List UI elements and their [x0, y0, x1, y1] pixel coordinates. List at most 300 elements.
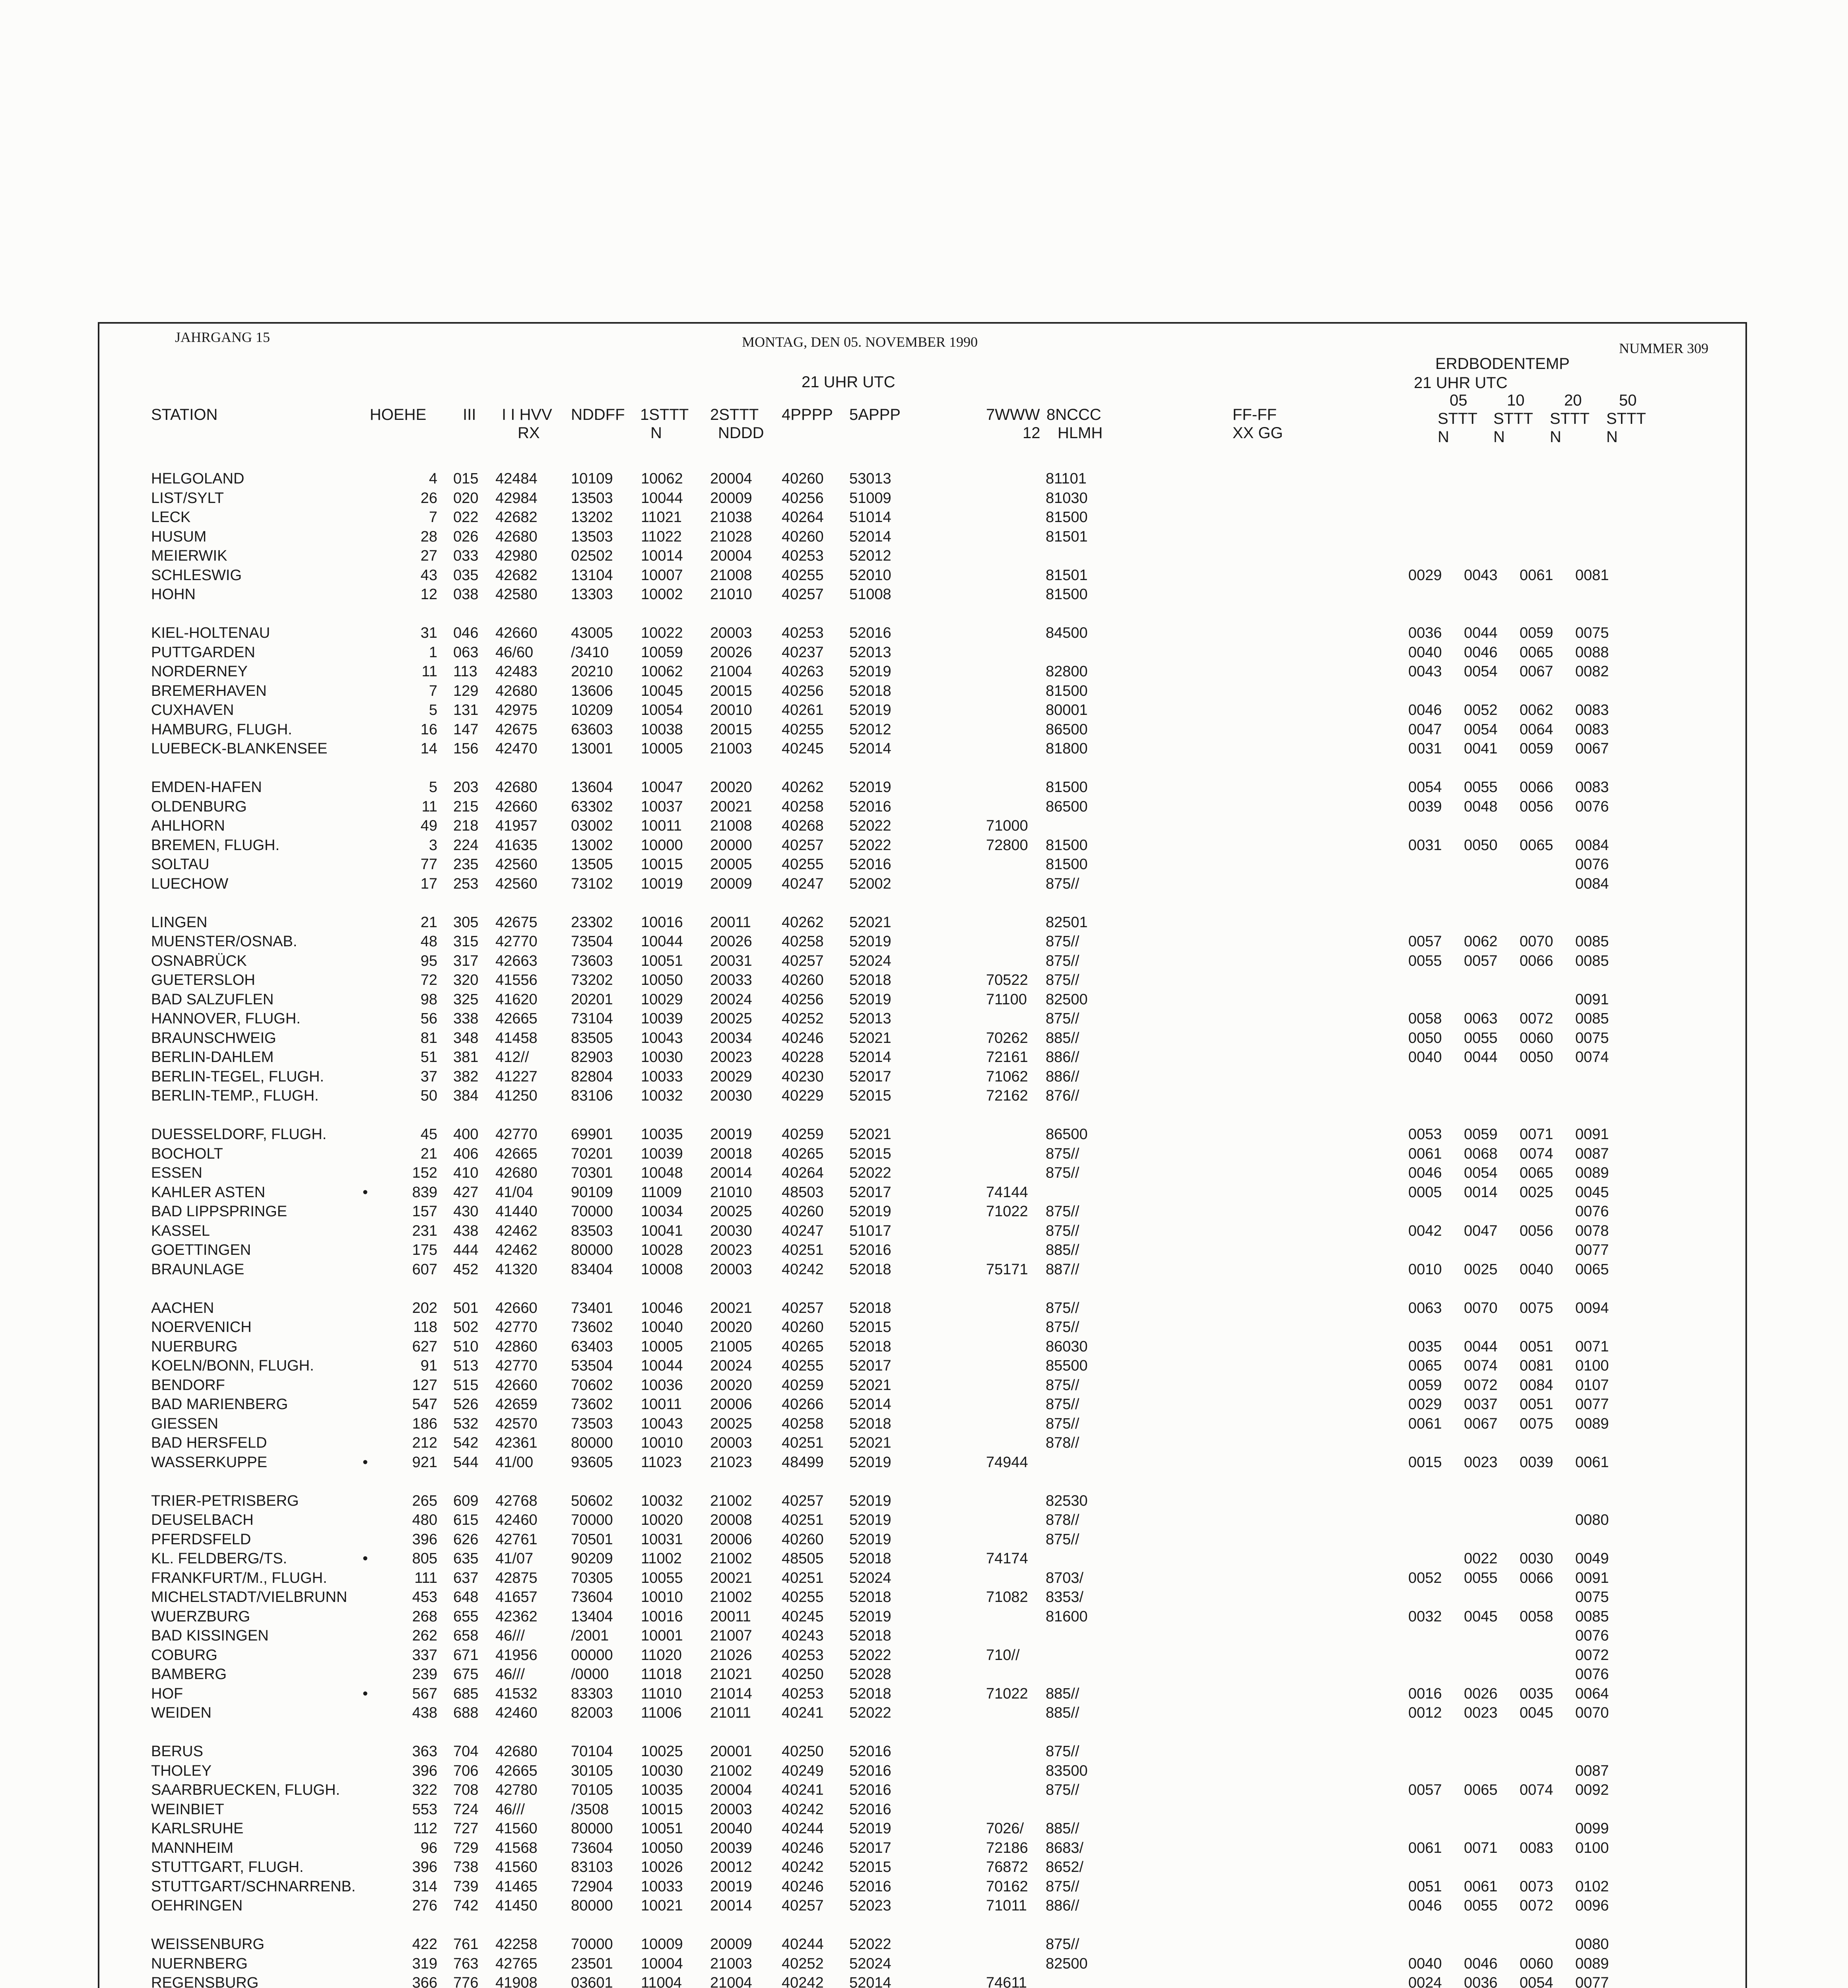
- cell: 20029: [710, 1068, 752, 1085]
- cell: 0083: [1575, 702, 1609, 718]
- cell: 52018: [849, 1261, 891, 1278]
- cell: /2001: [571, 1627, 609, 1644]
- cell: 40260: [782, 972, 824, 988]
- cell: 10014: [641, 547, 683, 564]
- cell: 10026: [641, 1859, 683, 1875]
- cell: 658: [453, 1627, 479, 1644]
- cell: 81501: [1046, 528, 1088, 545]
- cell: 885//: [1046, 1242, 1079, 1258]
- cell: 510: [453, 1338, 479, 1355]
- cell: 0066: [1520, 953, 1553, 969]
- cell: 10016: [641, 914, 683, 931]
- cell: 52019: [849, 1493, 891, 1509]
- cell: 20033: [710, 972, 752, 988]
- col-2sttt: 2STTT: [710, 406, 759, 423]
- cell: 52010: [849, 567, 891, 584]
- station-name: WEINBIET: [151, 1801, 224, 1818]
- cell: 0046: [1464, 644, 1498, 661]
- cell: 0030: [1520, 1550, 1553, 1567]
- cell: 0051: [1408, 1878, 1442, 1895]
- cell: 0052: [1408, 1570, 1442, 1586]
- cell: 71011: [986, 1897, 1027, 1914]
- cell: 10000: [641, 837, 683, 854]
- station-height: 186: [412, 1415, 437, 1432]
- cell: 86500: [1046, 1126, 1088, 1143]
- cell: 675: [453, 1666, 479, 1683]
- cell: 0081: [1520, 1357, 1553, 1374]
- cell: 10209: [571, 702, 613, 718]
- cell: 40251: [782, 1512, 824, 1528]
- cell: 876//: [1046, 1087, 1079, 1104]
- cell: 655: [453, 1608, 479, 1625]
- cell: 20020: [710, 1319, 752, 1336]
- cell: 10031: [641, 1531, 683, 1548]
- cell: 71022: [986, 1685, 1028, 1702]
- cell: 73104: [571, 1010, 613, 1027]
- cell: 10062: [641, 470, 683, 487]
- cell: 52016: [849, 1763, 891, 1779]
- cell: 46/60: [495, 644, 534, 661]
- cell: 0023: [1464, 1705, 1498, 1721]
- cell: 502: [453, 1319, 479, 1336]
- cell: 0054: [1408, 779, 1442, 796]
- cell: 776: [453, 1974, 479, 1988]
- station-height: 319: [412, 1955, 437, 1972]
- cell: 21011: [710, 1705, 751, 1721]
- cell: 70301: [571, 1165, 613, 1181]
- cell: 0044: [1464, 625, 1498, 641]
- cell: 875//: [1046, 1145, 1079, 1162]
- cell: 10038: [641, 721, 683, 738]
- station-name: HUSUM: [151, 528, 207, 545]
- station-name: LECK: [151, 509, 191, 526]
- station-height: 276: [412, 1897, 437, 1914]
- cell: 0072: [1520, 1897, 1553, 1914]
- cell: 7026/: [986, 1820, 1024, 1837]
- cell: 0072: [1520, 1010, 1553, 1027]
- table-frame: [98, 322, 1747, 1988]
- cell: 0085: [1575, 953, 1609, 969]
- cell: 0064: [1520, 721, 1553, 738]
- cell: 42460: [495, 1705, 538, 1721]
- cell: 83505: [571, 1030, 613, 1046]
- cell: 0059: [1520, 740, 1553, 757]
- cell: 21002: [710, 1763, 752, 1779]
- cell: 0025: [1464, 1261, 1498, 1278]
- cell: 41635: [495, 837, 538, 854]
- cell: 21004: [710, 1974, 752, 1988]
- cell: 8683/: [1046, 1840, 1084, 1856]
- cell: 52018: [849, 1685, 891, 1702]
- cell: 0057: [1464, 953, 1498, 969]
- cell: 40246: [782, 1840, 824, 1856]
- cell: 80000: [571, 1820, 613, 1837]
- cell: 886//: [1046, 1897, 1079, 1914]
- cell: 42780: [495, 1782, 538, 1798]
- station-height: 72: [420, 972, 437, 988]
- cell: 10020: [641, 1512, 683, 1528]
- cell: 40244: [782, 1936, 824, 1953]
- cell: 0056: [1520, 798, 1553, 815]
- col-5appp: 5APPP: [849, 406, 901, 423]
- cell: 81500: [1046, 856, 1088, 873]
- cell: 875//: [1046, 1010, 1079, 1027]
- cell: 381: [453, 1049, 479, 1066]
- cell: 0071: [1464, 1840, 1498, 1856]
- cell: 71062: [986, 1068, 1028, 1085]
- cell: 0031: [1408, 740, 1442, 757]
- cell: 0047: [1408, 721, 1442, 738]
- station-height: 202: [412, 1300, 437, 1316]
- cell: 42362: [495, 1608, 538, 1625]
- cell: 21002: [710, 1493, 752, 1509]
- cell: 46///: [495, 1801, 525, 1818]
- cell: 21005: [710, 1338, 752, 1355]
- cell: 0065: [1575, 1261, 1609, 1278]
- cell: 73604: [571, 1840, 613, 1856]
- station-height: 98: [420, 991, 437, 1008]
- cell: 0077: [1575, 1974, 1609, 1988]
- cell: 52014: [849, 528, 891, 545]
- col-4pppp: 4PPPP: [782, 406, 833, 423]
- cell: 8353/: [1046, 1589, 1084, 1606]
- cell: 0087: [1575, 1145, 1609, 1162]
- cell: 42770: [495, 1357, 538, 1374]
- station-height: 43: [420, 567, 437, 584]
- cell: 10039: [641, 1010, 683, 1027]
- cell: 52024: [849, 953, 891, 969]
- cell: 0046: [1464, 1955, 1498, 1972]
- cell: 688: [453, 1705, 479, 1721]
- cell: 40247: [782, 1223, 824, 1239]
- cell: 20020: [710, 1377, 752, 1394]
- cell: 52022: [849, 1705, 891, 1721]
- cell: 0061: [1575, 1454, 1609, 1471]
- cell: 40243: [782, 1627, 824, 1644]
- cell: 40262: [782, 914, 824, 931]
- cell: 384: [453, 1087, 479, 1104]
- col-1sttt: 1STTT: [640, 406, 689, 423]
- cell: 82804: [571, 1068, 613, 1085]
- station-height: 4: [429, 470, 437, 487]
- cell: 73602: [571, 1396, 613, 1413]
- cell: 42680: [495, 1743, 538, 1760]
- cell: 10051: [641, 953, 683, 969]
- cell: 40266: [782, 1396, 824, 1413]
- cell: 42665: [495, 1010, 538, 1027]
- cell: 70000: [571, 1512, 613, 1528]
- cell: 10062: [641, 663, 683, 680]
- cell: 20001: [710, 1743, 752, 1760]
- cell: 305: [453, 914, 479, 931]
- cell: 10005: [641, 1338, 683, 1355]
- cell: 40255: [782, 1589, 824, 1606]
- cell: 10051: [641, 1820, 683, 1837]
- cell: 11002: [641, 1550, 682, 1567]
- station-name: HAMBURG, FLUGH.: [151, 721, 292, 738]
- cell: 52019: [849, 1820, 891, 1837]
- mountain-station-marker: •: [363, 1184, 368, 1201]
- cell: 52024: [849, 1570, 891, 1586]
- station-name: MEIERWIK: [151, 547, 227, 564]
- cell: 20009: [710, 490, 752, 507]
- cell: 0059: [1520, 625, 1553, 641]
- cell: 42570: [495, 1415, 538, 1432]
- cell: 0014: [1464, 1184, 1498, 1201]
- cell: 21026: [710, 1647, 752, 1664]
- cell: 41956: [495, 1647, 538, 1664]
- cell: 0070: [1464, 1300, 1498, 1316]
- cell: 0045: [1575, 1184, 1609, 1201]
- cell: 81500: [1046, 509, 1088, 526]
- cell: 21002: [710, 1589, 752, 1606]
- cell: 40251: [782, 1242, 824, 1258]
- cell: 21023: [710, 1454, 752, 1471]
- cell: 406: [453, 1145, 479, 1162]
- cell: 40245: [782, 1608, 824, 1625]
- cell: 40256: [782, 991, 824, 1008]
- cell: 20019: [710, 1878, 752, 1895]
- cell: 40246: [782, 1878, 824, 1895]
- cell: 74944: [986, 1454, 1028, 1471]
- cell: 21010: [710, 1184, 752, 1201]
- cell: 42258: [495, 1936, 538, 1953]
- cell: 42560: [495, 876, 538, 892]
- cell: 0035: [1520, 1685, 1553, 1702]
- cell: 0091: [1575, 1570, 1609, 1586]
- cell: 40241: [782, 1705, 824, 1721]
- cell: 86500: [1046, 721, 1088, 738]
- cell: 0081: [1575, 567, 1609, 584]
- cell: 42860: [495, 1338, 538, 1355]
- cell: 52019: [849, 663, 891, 680]
- station-height: 21: [420, 914, 437, 931]
- cell: 41568: [495, 1840, 538, 1856]
- cell: 40257: [782, 1300, 824, 1316]
- cell: 42768: [495, 1493, 538, 1509]
- cell: 0042: [1408, 1223, 1442, 1239]
- cell: 40256: [782, 683, 824, 699]
- cell: 42470: [495, 740, 538, 757]
- n-1: N: [1438, 428, 1449, 446]
- cell: 40252: [782, 1955, 824, 1972]
- cell: 40253: [782, 1647, 824, 1664]
- cell: 20030: [710, 1223, 752, 1239]
- cell: 20021: [710, 1300, 752, 1316]
- station-height: 453: [412, 1589, 437, 1606]
- cell: /0000: [571, 1666, 609, 1683]
- cell: 0054: [1464, 721, 1498, 738]
- cell: 738: [453, 1859, 479, 1875]
- cell: 52021: [849, 1126, 891, 1143]
- cell: 70602: [571, 1377, 613, 1394]
- cell: 40256: [782, 490, 824, 507]
- station-name: PFERDSFELD: [151, 1531, 251, 1548]
- station-name: NUERBURG: [151, 1338, 238, 1355]
- cell: 218: [453, 817, 479, 834]
- station-height: 396: [412, 1763, 437, 1779]
- cell: 0091: [1575, 991, 1609, 1008]
- station-height: 7: [429, 683, 437, 699]
- cell: 20003: [710, 1801, 752, 1818]
- cell: 0085: [1575, 1010, 1609, 1027]
- cell: 21002: [710, 1550, 752, 1567]
- cell: 42580: [495, 586, 538, 603]
- station-name: NORDERNEY: [151, 663, 248, 680]
- cell: 10032: [641, 1087, 683, 1104]
- cell: 20015: [710, 683, 752, 699]
- cell: 52018: [849, 1589, 891, 1606]
- cell: 41560: [495, 1820, 538, 1837]
- station-name: BAMBERG: [151, 1666, 227, 1683]
- cell: 70162: [986, 1878, 1028, 1895]
- cell: 0061: [1408, 1145, 1442, 1162]
- cell: 046: [453, 625, 479, 641]
- station-height: 81: [420, 1030, 437, 1046]
- cell: 82903: [571, 1049, 613, 1066]
- station-height: 51: [420, 1049, 437, 1066]
- cell: 10037: [641, 798, 683, 815]
- cell: 13104: [571, 567, 613, 584]
- cell: 0055: [1464, 1030, 1498, 1046]
- cell: 71000: [986, 817, 1028, 834]
- cell: 40260: [782, 1319, 824, 1336]
- cell: 317: [453, 953, 479, 969]
- mountain-station-marker: •: [363, 1550, 368, 1567]
- station-name: COBURG: [151, 1647, 217, 1664]
- cell: 40251: [782, 1570, 824, 1586]
- cell: 70105: [571, 1782, 613, 1798]
- cell: 69901: [571, 1126, 613, 1143]
- cell: 41250: [495, 1087, 538, 1104]
- jahrgang-label: JAHRGANG 15: [175, 329, 270, 345]
- cell: 42663: [495, 953, 538, 969]
- cell: 0040: [1408, 644, 1442, 661]
- cell: 224: [453, 837, 479, 854]
- cell: 82003: [571, 1705, 613, 1721]
- station-name: STUTTGART/SCHNARRENB.: [151, 1878, 356, 1895]
- cell: 42761: [495, 1531, 538, 1548]
- station-name: REGENSBURG: [151, 1974, 259, 1988]
- cell: 02502: [571, 547, 613, 564]
- cell: 026: [453, 528, 479, 545]
- station-name: NUERNBERG: [151, 1955, 248, 1972]
- cell: 0049: [1575, 1550, 1609, 1567]
- station-height: 49: [420, 817, 437, 834]
- cell: 21021: [710, 1666, 752, 1683]
- cell: 90209: [571, 1550, 613, 1567]
- cell: 885//: [1046, 1030, 1079, 1046]
- station-height: 627: [412, 1338, 437, 1355]
- cell: 40250: [782, 1666, 824, 1683]
- cell: 0078: [1575, 1223, 1609, 1239]
- cell: 80000: [571, 1897, 613, 1914]
- cell: 0076: [1575, 1627, 1609, 1644]
- cell: 315: [453, 933, 479, 950]
- station-height: 21: [420, 1145, 437, 1162]
- cell: 0074: [1520, 1145, 1553, 1162]
- cell: 10004: [641, 1955, 683, 1972]
- cell: 0065: [1520, 644, 1553, 661]
- cell: 0089: [1575, 1415, 1609, 1432]
- cell: 10055: [641, 1570, 683, 1586]
- cell: 648: [453, 1589, 479, 1606]
- cell: 41/04: [495, 1184, 534, 1201]
- cell: 40257: [782, 953, 824, 969]
- col-ihvv: I I HVV: [502, 406, 552, 423]
- cell: 70305: [571, 1570, 613, 1586]
- cell: 10011: [641, 817, 682, 834]
- cell: 48505: [782, 1550, 824, 1567]
- station-name: BERUS: [151, 1743, 203, 1760]
- cell: 42665: [495, 1145, 538, 1162]
- cell: 710//: [986, 1647, 1020, 1664]
- cell: 0080: [1575, 1512, 1609, 1528]
- cell: 13001: [571, 740, 613, 757]
- cell: 444: [453, 1242, 479, 1258]
- cell: 03601: [571, 1974, 613, 1988]
- cell: 10036: [641, 1377, 683, 1394]
- station-height: 921: [412, 1454, 437, 1471]
- cell: 0075: [1520, 1300, 1553, 1316]
- cell: 52016: [849, 1801, 891, 1818]
- col-ffff: FF-FF: [1233, 406, 1277, 423]
- cell: 73503: [571, 1415, 613, 1432]
- cell: 40252: [782, 1010, 824, 1027]
- station-height: 337: [412, 1647, 437, 1664]
- cell: 20009: [710, 876, 752, 892]
- sttt-3: STTT: [1550, 410, 1590, 427]
- depth-10: 10: [1507, 392, 1525, 409]
- cell: 40255: [782, 721, 824, 738]
- station-name: CUXHAVEN: [151, 702, 234, 718]
- cell: 52018: [849, 683, 891, 699]
- cell: 10054: [641, 702, 683, 718]
- cell: 40229: [782, 1087, 824, 1104]
- cell: 0096: [1575, 1897, 1609, 1914]
- station-height: 111: [414, 1570, 437, 1586]
- cell: 0092: [1575, 1782, 1609, 1798]
- station-name: LUECHOW: [151, 876, 229, 892]
- cell: 21014: [710, 1685, 752, 1702]
- cell: 21003: [710, 1955, 752, 1972]
- cell: 410: [453, 1165, 479, 1181]
- cell: 13303: [571, 586, 613, 603]
- cell: 501: [453, 1300, 479, 1316]
- station-height: 5: [429, 702, 437, 718]
- station-name: DUESSELDORF, FLUGH.: [151, 1126, 327, 1143]
- cell: 878//: [1046, 1512, 1079, 1528]
- station-name: MUENSTER/OSNAB.: [151, 933, 297, 950]
- station-height: 96: [420, 1840, 437, 1856]
- cell: 203: [453, 779, 479, 796]
- cell: 0061: [1408, 1415, 1442, 1432]
- cell: 0100: [1575, 1840, 1609, 1856]
- cell: 83103: [571, 1859, 613, 1875]
- cell: 86500: [1046, 798, 1088, 815]
- cell: 20019: [710, 1126, 752, 1143]
- cell: 671: [453, 1647, 479, 1664]
- cell: 52002: [849, 876, 891, 892]
- cell: 30105: [571, 1763, 613, 1779]
- cell: 20004: [710, 1782, 752, 1798]
- depth-50: 50: [1619, 392, 1637, 409]
- cell: 52023: [849, 1897, 891, 1914]
- cell: 742: [453, 1897, 479, 1914]
- cell: 0044: [1464, 1049, 1498, 1066]
- cell: 875//: [1046, 1878, 1079, 1895]
- cell: 80001: [1046, 702, 1088, 718]
